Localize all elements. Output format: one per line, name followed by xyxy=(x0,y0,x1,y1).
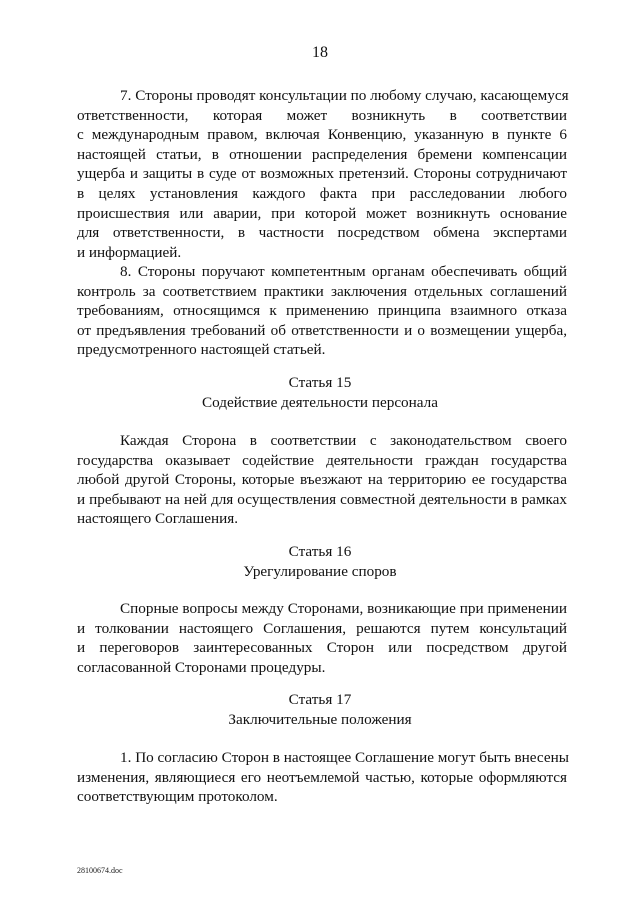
text-line: любой другой Стороны, которые въезжают на территорию ее государства xyxy=(77,471,567,489)
text-line: Каждая Сторона в соответствии с законодательством своего xyxy=(120,432,567,449)
text-line: государства оказывает содействие деятельности граждан государства xyxy=(77,451,567,469)
article-16-title: Урегулирование споров xyxy=(243,563,397,580)
text-line: 7. Стороны проводят консультации по любому случаю, касающемуся xyxy=(120,87,569,104)
text-line: и толковании настоящего Соглашения, решаются путем консультаций xyxy=(77,619,567,637)
paragraph-article-15 xyxy=(77,431,567,529)
text-line: от предъявления требований об ответственности и о возмещении ущерба, xyxy=(77,321,567,339)
paragraph-8 xyxy=(77,262,567,360)
article-15-title: Содействие деятельности персонала xyxy=(202,394,438,411)
text-line: происшествия или аварии, при которой может возникнуть основание xyxy=(77,204,567,222)
text-line: согласованной Сторонами процедуры. xyxy=(77,658,326,676)
paragraph-article-17 xyxy=(77,748,567,807)
text-line: настоящего Соглашения. xyxy=(77,510,238,528)
text-line: предусмотренного настоящей статьей. xyxy=(77,341,326,359)
text-line: изменения, являющиеся его неотъемлемой частью, которые оформляются xyxy=(77,768,567,786)
text-line: и переговоров заинтересованных Сторон или посредством другой xyxy=(77,639,567,657)
text-line: в целях установления каждого факта при расследовании любого xyxy=(77,184,567,202)
paragraph-article-16 xyxy=(77,599,567,677)
page-number: 18 xyxy=(312,44,328,61)
article-17-title: Заключительные положения xyxy=(228,711,412,728)
text-line: 8. Стороны поручают компетентным органам обеспечивать общий xyxy=(120,263,567,280)
text-line: и информацией. xyxy=(77,243,182,261)
text-line: соответствующим протоколом. xyxy=(77,788,278,806)
text-line: требованиям, относящимся к применению принципа взаимного отказа xyxy=(77,302,567,320)
text-line: для ответственности, в частности посредством обмена экспертами xyxy=(77,224,567,242)
text-line: с международным правом, включая Конвенцию, указанную в пункте 6 xyxy=(77,126,567,144)
article-17-number: Статья 17 xyxy=(288,691,352,708)
text-line: Спорные вопросы между Сторонами, возникающие при применении xyxy=(120,600,567,617)
text-line: 1. По согласию Сторон в настоящее Соглашение могут быть внесены xyxy=(120,749,569,766)
article-15-number: Статья 15 xyxy=(288,374,352,391)
text-line: ущерба и защиты в суде от возможных претензий. Стороны сотрудничают xyxy=(77,165,567,183)
paragraph-7 xyxy=(77,86,567,262)
text-line: ответственности, которая может возникнуть в соответствии xyxy=(77,106,567,124)
text-line: контроль за соответствием практики заключения отдельных соглашений xyxy=(77,282,567,300)
article-16-number: Статья 16 xyxy=(288,543,352,560)
text-line: и пребывают на ней для осуществления совместной деятельности в рамках xyxy=(77,490,567,508)
text-line: настоящей статьи, в отношении распределения бремени компенсации xyxy=(77,145,567,163)
document-filename: 28100674.doc xyxy=(77,866,123,875)
